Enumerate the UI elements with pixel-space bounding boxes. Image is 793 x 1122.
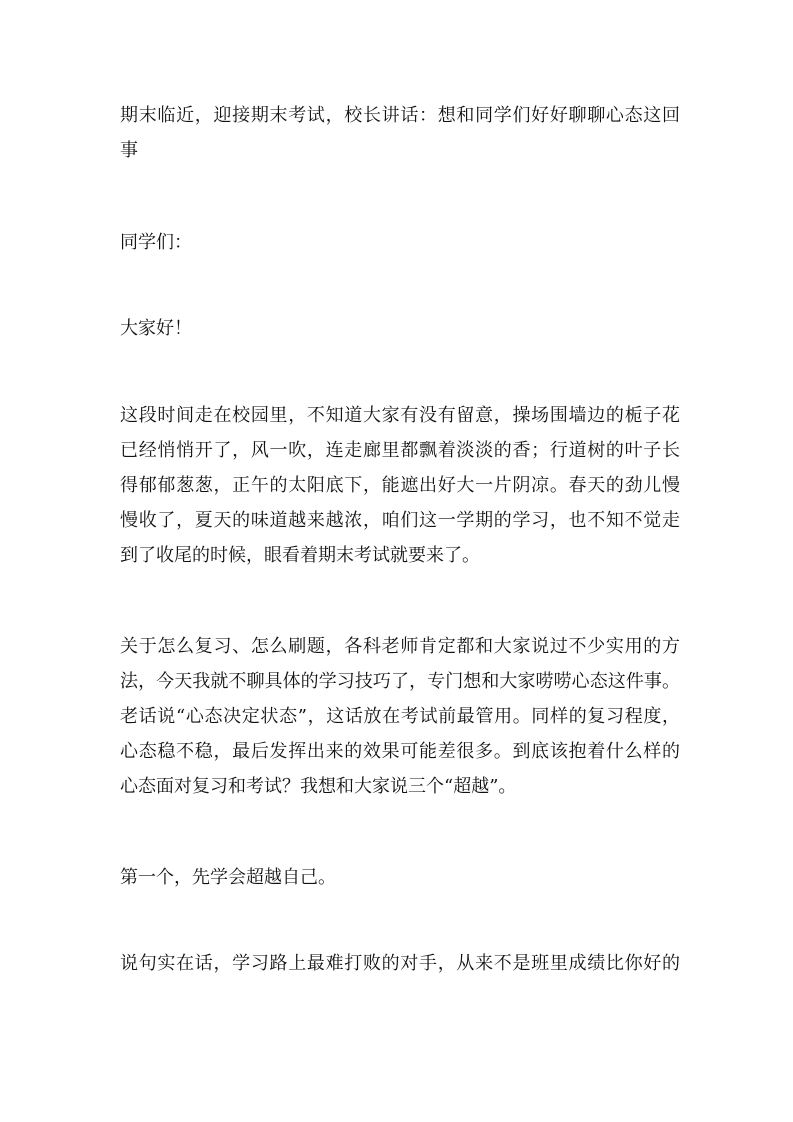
- paragraph-line: 到了收尾的时候，眼看着期末考试就要来了。: [120, 545, 480, 566]
- greeting: [120, 311, 680, 346]
- paragraph-line: 心态面对复习和考试？我想和大家说三个“超越”。: [120, 776, 517, 797]
- paragraph-line: 已经悄悄开了，风一吹，连走廊里都飘着淡淡的香；行道树的叶子长: [120, 440, 680, 461]
- paragraph-line: 关于怎么复习、怎么刷题，各科老师肯定都和大家说过不少实用的方: [120, 636, 680, 657]
- greeting-text: 大家好！: [120, 318, 192, 339]
- paragraph-line: 老话说“心态决定状态”，这话放在考试前最管用。同样的复习程度，: [120, 706, 680, 727]
- document-title: [120, 98, 680, 168]
- paragraph-line: 法，今天我就不聊具体的学习技巧了，专门想和大家唠唠心态这件事。: [120, 671, 680, 692]
- paragraph-line: 慢收了，夏天的味道越来越浓，咱们这一学期的学习，也不知不觉走: [120, 510, 680, 531]
- salutation-text: 同学们：: [120, 232, 192, 253]
- paragraph-3: [120, 946, 680, 981]
- title-line: 期末临近，迎接期末考试，校长讲话：想和同学们好好聊聊心态这回: [120, 105, 680, 126]
- salutation: [120, 225, 680, 260]
- paragraph-line: 得郁郁葱葱，正午的太阳底下，能遮出好大一片阴凉。春天的劲儿慢: [120, 475, 680, 496]
- paragraph-1: [120, 398, 680, 573]
- section-heading: [120, 860, 680, 895]
- paragraph-line: 说句实在话，学习路上最难打败的对手，从来不是班里成绩比你好的: [120, 953, 680, 974]
- title-line: 事: [120, 140, 138, 161]
- section-heading-text: 第一个，先学会超越自己。: [120, 867, 336, 888]
- paragraph-2: [120, 629, 680, 804]
- paragraph-line: 这段时间走在校园里，不知道大家有没有留意，操场围墙边的栀子花: [120, 405, 680, 426]
- paragraph-line: 心态稳不稳，最后发挥出来的效果可能差很多。到底该抱着什么样的: [120, 741, 680, 762]
